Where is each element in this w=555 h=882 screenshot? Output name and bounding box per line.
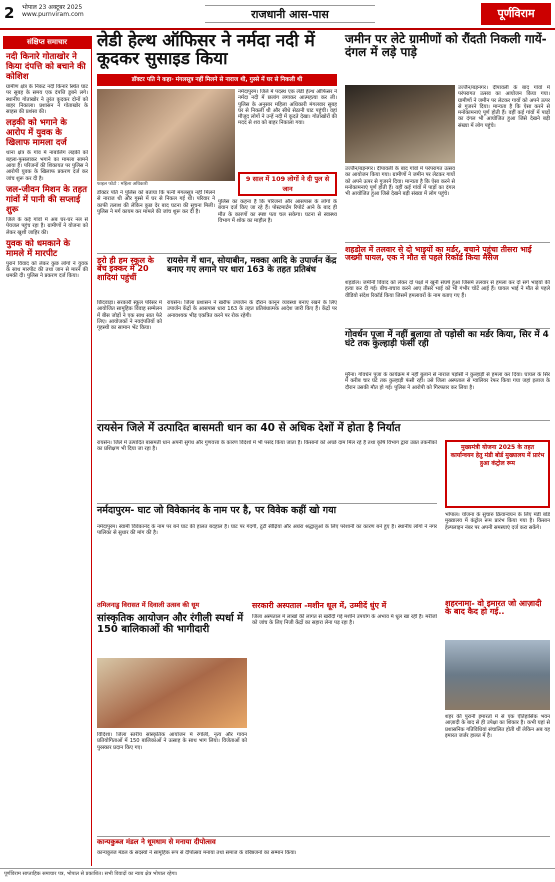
story-body: जिला अस्पताल में लाखों की लागत से खरीदी गई मशीनें उपयोग के अभाव में धूल खा रही हैं। मरीजों को जांच के लिए निजी केंद्रों का सहारा लेना पड़ रहा है। — [252, 614, 437, 627]
story-body: छिंदवाड़ा। सरकारी स्कूल परिसर में आयोजित सामूहिक विवाह सम्मेलन में बीस जोड़ों ने एक साथ सात फेरे लिए। आयोजकों ने नवदंपतियों को गृहस्थी का सामान भेंट किया। — [97, 300, 162, 332]
lead-headline: लेडी हेल्थ ऑफिसर ने नर्मदा नदी में कूदकर सुसाइड किया — [97, 31, 315, 69]
brand-logo: पूर्णविराम — [481, 3, 551, 25]
story-headline: रायसेन में धान, सोयाबीन, मक्का आदि के उपार्जन केंद्र बनाए गए लगाने पर धारा 163 के तहत प्रतिबंध — [167, 256, 337, 275]
story-body: नर्मदापुरम। स्वामी विवेकानंद के नाम पर बने घाट की हालत बदहाल है। घाट पर गंदगी, टूटी सीढ़ियां और अंधेरा श्रद्धालुओं के लिए परेशानी का कारण बने हुए हैं। स्थानीय लोगों ने नगर पालिका से सुधार की मांग की है। — [97, 524, 437, 537]
website-link[interactable]: www.purnviram.com — [22, 11, 84, 18]
story-body: उज्जैन/बड़नगर। दीपावली के बाद गांवों में परंपरागत उत्सव का आयोजन किया गया। ग्रामीणों ने जमीन पर लेटकर गायों को अपने ऊपर से गुजरने दिया। मान्यता है कि ऐसा करने से मनोकामनाएं पूर्ण होती हैं। वहीं कई गांवों में पाड़ों का दंगल भी आयोजित हुआ जिसे देखने बड़ी संख्या में लोग पहुंचे। — [345, 166, 455, 198]
lead-body-col: पुलिस का कहना है कि परिजनों और आसपास के लोगों के बयान दर्ज किए जा रहे हैं। पोस्टमार्टम रिपोर्ट आने के बाद ही मौत के कारणों का स्पष्ट पता चल सकेगा। घटना से स्वास्थ्य विभाग में शोक का माहौल है। — [218, 199, 337, 224]
lead-pullquote: 9 साल में 109 लोगों ने दी पुल से जान — [238, 172, 337, 196]
lead-photo — [97, 89, 235, 181]
story-headline: जमीन पर लेटे ग्रामीणों को रौंदती निकली गायें- दंगल में लड़े पाड़े — [345, 32, 547, 59]
divider — [345, 328, 550, 329]
control-room-box — [445, 440, 550, 508]
lead-photo-caption: फाइल फोटो : महिला अधिकारी — [97, 182, 148, 187]
story-photo — [345, 85, 455, 163]
story-body: शहर की पुरानी इमारतों में से एक ऐतिहासिक भवन आज़ादी के बाद से ही उपेक्षा का शिकार है। कभी यहां से प्रशासनिक गतिविधियां संचालित होती थीं लेकिन अब यह इमारत जर्जर हालत में है। — [445, 714, 550, 739]
lead-banner: डॉक्टर पति ने कहा- मंगलसूत्र नहीं मिलने से नाराज थी, गुस्से में घर से निकली थी — [97, 74, 337, 86]
story-headline: तमिलनाडु विरासत में दिवाली उत्सव की धूम — [97, 601, 200, 609]
page-number: 2 — [4, 4, 15, 22]
story-photo — [97, 658, 247, 728]
lead-body-col: डॉक्टर पति ने पुलिस को बताया कि पत्नी मंगलसूत्र नहीं मिलने से नाराज थी और गुस्से में घर से निकल गई थी। परिवार ने काफी तलाश की लेकिन कुछ देर बाद घटना की सूचना मिली। पुलिस ने मर्ग कायम कर मामले की जांच शुरू कर दी है। — [97, 190, 215, 215]
footer-imprint: पूर्णविराम साप्ताहिक समाचार पत्र, भोपाल से प्रकाशित। सभी विवादों का न्याय क्षेत्र भोपाल रहेगा। — [0, 868, 555, 882]
date-text: भोपाल 23 अक्टूबर 2025 — [22, 4, 83, 11]
brief-headline: लड़की को भगाने के आरोप में युवक के खिलाफ मामला दर्ज — [6, 118, 67, 149]
story-headline: डरो ही हम स्कूल के बेंच इक्कर में 20 शादियां पहुंचीं — [97, 256, 154, 282]
story-headline: रायसेन जिले में उत्पादित बासमती धान का 40 से अधिक देशों में होता है निर्यात — [97, 422, 401, 434]
sidebar-briefs — [3, 36, 92, 866]
story-body: रायसेन। जिला प्रशासन ने खरीफ उपार्जन के दौरान कानून व्यवस्था बनाए रखने के लिए उपार्जन केंद्रों के आसपास धारा 163 के तहत प्रतिबंधात्मक आदेश जारी किए हैं। केंद्रों पर अनावश्यक भीड़ एकत्रित करने पर रोक रहेगी। — [167, 300, 337, 319]
brief-headline: युवक को धमकाने के मामले में मारपीट — [6, 238, 71, 259]
story-body: उज्जैन/बड़नगर। दीपावली के बाद गांवों में परंपरागत उत्सव का आयोजन किया गया। ग्रामीणों ने जमीन पर लेटकर गायों को अपने ऊपर से गुजरने दिया। मान्यता है कि ऐसा करने से मनोकामनाएं पूर्ण होती हैं। वहीं कई गांवों में पाड़ों का दंगल भी आयोजित हुआ जिसे देखने बड़ी संख्या में लोग पहुंचे। — [458, 85, 550, 129]
story-body: विदिशा। जिला स्तरीय सांस्कृतिक आयोजन में रंगोली, नृत्य और गायन प्रतियोगिताओं में 150 बालिकाओं ने उत्साह के साथ भाग लिया। विजेताओं को पुरस्कार प्रदान किए गए। — [97, 732, 247, 751]
divider — [97, 420, 550, 421]
story-headline: गोवर्धन पूजा में नहीं बुलाया तो पड़ोसी का मर्डर किया, सिर में 4 घंटे तक कुल्हाड़ी फंसी रही — [345, 330, 549, 350]
story-headline: कान्यकुब्ज मंडल ने धूमधाम से मनाया दीपोत्सव — [97, 838, 216, 846]
brief-headline: जल-जीवन मिशन के तहत गांवों में पानी की सप्लाई शुरू — [6, 184, 87, 215]
brief-body: जिले के कई गांवों में अब घर-घर नल से पेयजल पहुंच रहा है। ग्रामीणों ने योजना को लेकर खुशी जाहिर की। — [6, 216, 88, 236]
story-body: कान्यकुब्ज मंडल के सदस्यों ने सामूहिक रूप से दीपोत्सव मनाया तथा समाज के वरिष्ठजनों का सम्मान किया। — [97, 850, 297, 856]
story-headline: सांस्कृतिक आयोजन और रंगीली स्पर्धा में 150 बालिकाओं की भागीदारी — [97, 613, 244, 635]
brief-body: ग्रामीण क्षेत्र के निकट नदी किनारे स्थित घाट पर सुबह के समय एक दंपत्ति डूबने लगे। स्थानीय गोताखोर ने तुरंत कूदकर दोनों को बाहर निकाला। प्रशासन ने गोताखोर के साहस की प्रशंसा की। — [6, 84, 88, 116]
story-headline: शहरनामा- वो इमारत जो आज़ादी के बाद कैद हो गई.. — [445, 599, 542, 617]
divider — [97, 253, 337, 254]
masthead — [0, 0, 555, 30]
lead-body-col: नर्मदापुरम। जिले में पदस्थ एक लेडी हेल्थ ऑफिसर ने नर्मदा नदी में छलांग लगाकर आत्महत्या कर ली। पुलिस के अनुसार महिला अधिकारी मंगलवार सुबह घर से निकली थी और सीधे सेठानी घाट पहुंची। वहां मौजूद लोगों ने उन्हें नदी में कूदते देखा। गोताखोरों की मदद से शव को बाहर निकाला गया। — [238, 89, 337, 127]
story-headline: सरकारी अस्पताल -मशीन धूल में, उम्मीदें धुंए में — [252, 601, 387, 610]
brief-body: पुराने विवाद को लेकर कुछ लोगों ने युवक के साथ मारपीट की तथा जान से मारने की धमकी दी। पुलिस ने प्रकरण दर्ज किया। — [6, 260, 88, 280]
story-headline: शहडोल में तलवार से दो भाइयों का मर्डर, बचाने पहुंचा तीसरा भाई जख्मी घायल, एक ने मौत से पहले रिकॉर्ड किया मैसेज — [345, 245, 532, 263]
divider — [345, 242, 550, 243]
control-room-headline: मुख्यमंत्री योजना 2025 के तहत कार्यान्वयन हेतु मंडी बोर्ड मुख्यालय में प्रारंभ हुआ कंट्रोल रूम — [450, 444, 545, 467]
story-body: रायसेन। जिले में उत्पादित बासमती धान अपनी सुगंध और गुणवत्ता के कारण विदेशों में भी पसंद किया जाता है। किसानों को अच्छे दाम मिल रहे हैं तथा कृषि विभाग द्वारा उन्नत तकनीकों का प्रशिक्षण भी दिया जा रहा है। — [97, 440, 437, 453]
section-title: राजधानी आस-पास — [205, 5, 375, 23]
divider — [97, 836, 550, 837]
divider — [97, 503, 437, 504]
story-headline: नर्मदापुरम- घाट जो विवेकानंद के नाम पर है, पर विवेक कहीं खो गया — [97, 505, 337, 516]
brief-headline: नदी किनारे गोताखोर ने किया दंपत्ति को बचाने की कोशिश — [6, 52, 86, 82]
date-line — [22, 4, 84, 18]
sidebar-title: संक्षिप्त समाचार — [3, 36, 91, 49]
story-photo — [445, 640, 550, 710]
brief-body: थाना क्षेत्र के गांव में नाबालिग लड़की को बहला-फुसलाकर भगाने का मामला सामने आया है। परिजनों की शिकायत पर पुलिस ने आरोपी युवक के खिलाफ प्रकरण दर्ज कर जांच शुरू कर दी है। — [6, 150, 88, 182]
story-body: भोपाल। योजना के सुचारु क्रियान्वयन के लिए मंडी बोर्ड मुख्यालय में कंट्रोल रूम प्रारंभ किया गया है। किसान हेल्पलाइन नंबर पर अपनी समस्याएं दर्ज करा सकेंगे। — [445, 512, 550, 531]
story-body: मुरैना। गोवर्धन पूजा के कार्यक्रम में नहीं बुलाने से नाराज पड़ोसी ने कुल्हाड़ी से हमला कर दिया। घायल के सिर में करीब चार घंटे तक कुल्हाड़ी फंसी रही। उसे जिला अस्पताल से ग्वालियर रेफर किया गया जहां इलाज के दौरान उसकी मौत हो गई। पुलिस ने आरोपी को गिरफ्तार कर लिया है। — [345, 372, 550, 391]
story-body: शहडोल। जमीनी विवाद को लेकर दो पक्षों में खूनी संघर्ष हुआ जिसमें तलवार से हमला कर दो सगे भाइयों की हत्या कर दी गई। बीच-बचाव करने आए तीसरे भाई को भी गंभीर चोटें आई हैं। घायल भाई ने मौत से पहले वीडियो संदेश रिकॉर्ड किया जिसमें हमलावरों के नाम बताए गए हैं। — [345, 280, 550, 299]
